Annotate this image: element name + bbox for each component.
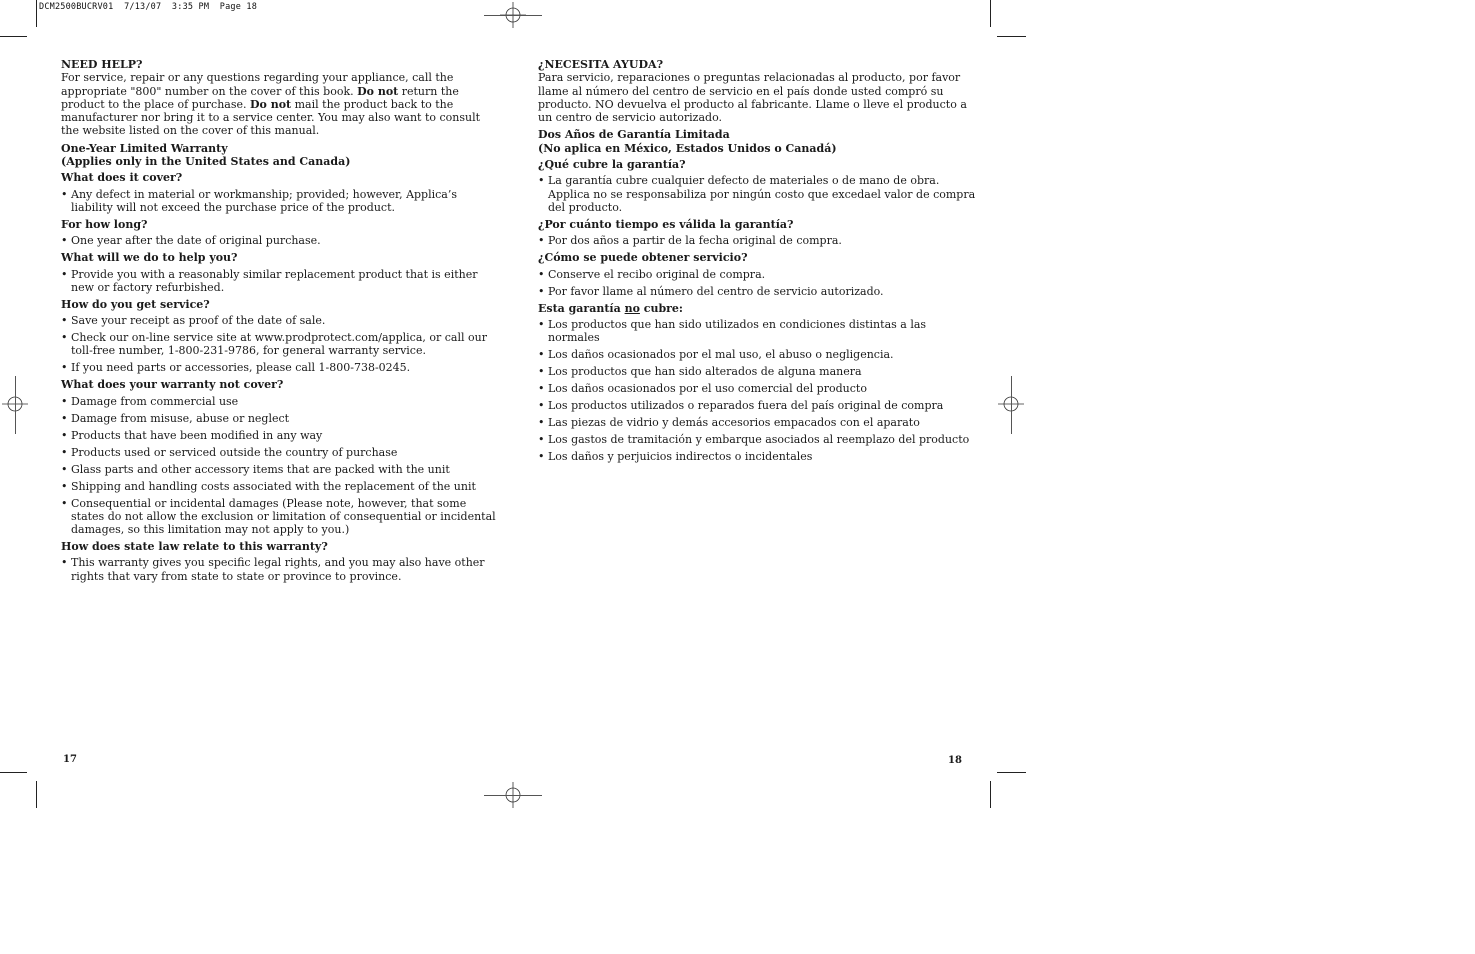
section-heading: What does it cover? <box>61 171 183 185</box>
list-item: • Las piezas de vidrio y demás accesorios empacados con el aparato <box>538 416 978 429</box>
list-item: • Check our on-line service site at www.prodprotect.com/applica, or call our toll-free number, 1-800-231-9786, for general warranty service. <box>61 331 501 358</box>
list-item: • Consequential or incidental damages (Please note, however, that some states do not allow the exclusion or limitation of consequential or incidental damages, so this limitation may not apply to you.) <box>61 497 501 537</box>
heading-underlined-no: no <box>624 301 640 315</box>
crop-mark <box>990 781 991 808</box>
warranty-title: Dos Años de Garantía Limitada <box>538 128 730 142</box>
list-item: • Por dos años a partir de la fecha original de compra. <box>538 234 978 247</box>
registration-line <box>15 376 16 434</box>
section-heading: How does state law relate to this warranty? <box>61 540 328 554</box>
need-help-heading: NEED HELP? <box>61 58 143 71</box>
list-item: • Los gastos de tramitación y embarque asociados al reemplazo del producto <box>538 433 978 446</box>
list-item: • Shipping and handling costs associated with the replacement of the unit <box>61 480 501 493</box>
need-help-paragraph <box>61 71 501 137</box>
list-item: • Damage from commercial use <box>61 395 501 408</box>
page-number: 18 <box>948 755 962 766</box>
spanish-warranty-column <box>538 58 978 467</box>
emphasis-do-not: Do not <box>357 84 399 98</box>
need-help-paragraph: Para servicio, reparaciones o preguntas relacionadas al producto, por favor llame al número del centro de servicio en el país donde usted compró su producto. NO devuelva el producto al fabricante. Llame o lleve el producto a un centro de servicio autorizado. <box>538 71 967 125</box>
crop-mark <box>36 781 37 808</box>
list-item: • Provide you with a reasonably similar replacement product that is either new or factory refurbished. <box>61 268 501 295</box>
section-heading: What does your warranty not cover? <box>61 378 284 392</box>
list-item: • Glass parts and other accessory items that are packed with the unit <box>61 463 501 476</box>
list-item: • Conserve el recibo original de compra. <box>538 268 978 281</box>
list-item: • Los productos que han sido alterados de alguna manera <box>538 365 978 378</box>
section-heading: ¿Por cuánto tiempo es válida la garantía? <box>538 217 794 231</box>
list-item: • Los productos que han sido utilizados en condiciones distintas a las normales <box>538 318 978 345</box>
list-item: • La garantía cubre cualquier defecto de materiales o de mano de obra. Applica no se responsabiliza por ningún costo que excedael valor de compra del producto. <box>538 174 978 214</box>
crop-mark <box>36 0 37 27</box>
registration-line <box>484 795 542 796</box>
print-slug: DCM2500BUCRV01 7/13/07 3:35 PM Page 18 <box>39 2 258 12</box>
list-item: • Any defect in material or workmanship; provided; however, Applica’s liability will not exceed the purchase price of the product. <box>61 188 501 215</box>
crop-mark <box>0 772 27 773</box>
list-item: • Products used or serviced outside the country of purchase <box>61 446 501 459</box>
section-heading: ¿Qué cubre la garantía? <box>538 158 686 172</box>
list-item: • Por favor llame al número del centro de servicio autorizado. <box>538 285 978 298</box>
registration-line <box>1011 376 1012 434</box>
warranty-subtitle: (No aplica en México, Estados Unidos o Canadá) <box>538 141 837 155</box>
section-heading <box>538 302 978 315</box>
list-item: • One year after the date of original purchase. <box>61 234 501 247</box>
crop-mark <box>0 36 27 37</box>
crop-mark <box>990 0 991 27</box>
need-help-text: mail the product back to the manufacturer nor bring it to a service center. You may also want to consult the website listed on the cover of this manual. <box>61 97 481 138</box>
crop-mark <box>997 36 1026 37</box>
page-number: 17 <box>63 754 77 765</box>
need-help-text: return the product to the place of purchase. <box>61 84 459 111</box>
crop-mark <box>997 772 1026 773</box>
section-heading: How do you get service? <box>61 297 210 311</box>
emphasis-do-not: Do not <box>250 97 292 111</box>
need-help-heading: ¿NECESITA AYUDA? <box>538 58 664 71</box>
list-item: • Los daños ocasionados por el uso comercial del producto <box>538 382 978 395</box>
need-help-text: For service, repair or any questions regarding your appliance, call the appropriate "800" number on the cover of this book. <box>61 71 454 98</box>
list-item: • This warranty gives you specific legal rights, and you may also have other rights that vary from state to state or province to province. <box>61 556 501 583</box>
heading-text: Esta garantía <box>538 301 625 315</box>
list-item: • Products that have been modified in any way <box>61 429 501 442</box>
section-heading: ¿Cómo se puede obtener servicio? <box>538 251 748 265</box>
section-heading: For how long? <box>61 217 148 231</box>
english-warranty-column <box>61 58 501 587</box>
list-item: • Los productos utilizados o reparados fuera del país original de compra <box>538 399 978 412</box>
list-item: • Los daños ocasionados por el mal uso, el abuso o negligencia. <box>538 348 978 361</box>
warranty-subtitle: (Applies only in the United States and Canada) <box>61 155 351 169</box>
section-heading: What will we do to help you? <box>61 251 238 265</box>
heading-text: cubre: <box>639 301 683 315</box>
registration-line <box>484 15 542 16</box>
list-item: • If you need parts or accessories, please call 1-800-738-0245. <box>61 361 501 374</box>
list-item: • Los daños y perjuicios indirectos o incidentales <box>538 450 978 463</box>
warranty-title: One-Year Limited Warranty <box>61 141 228 155</box>
list-item: • Damage from misuse, abuse or neglect <box>61 412 501 425</box>
list-item: • Save your receipt as proof of the date of sale. <box>61 314 501 327</box>
